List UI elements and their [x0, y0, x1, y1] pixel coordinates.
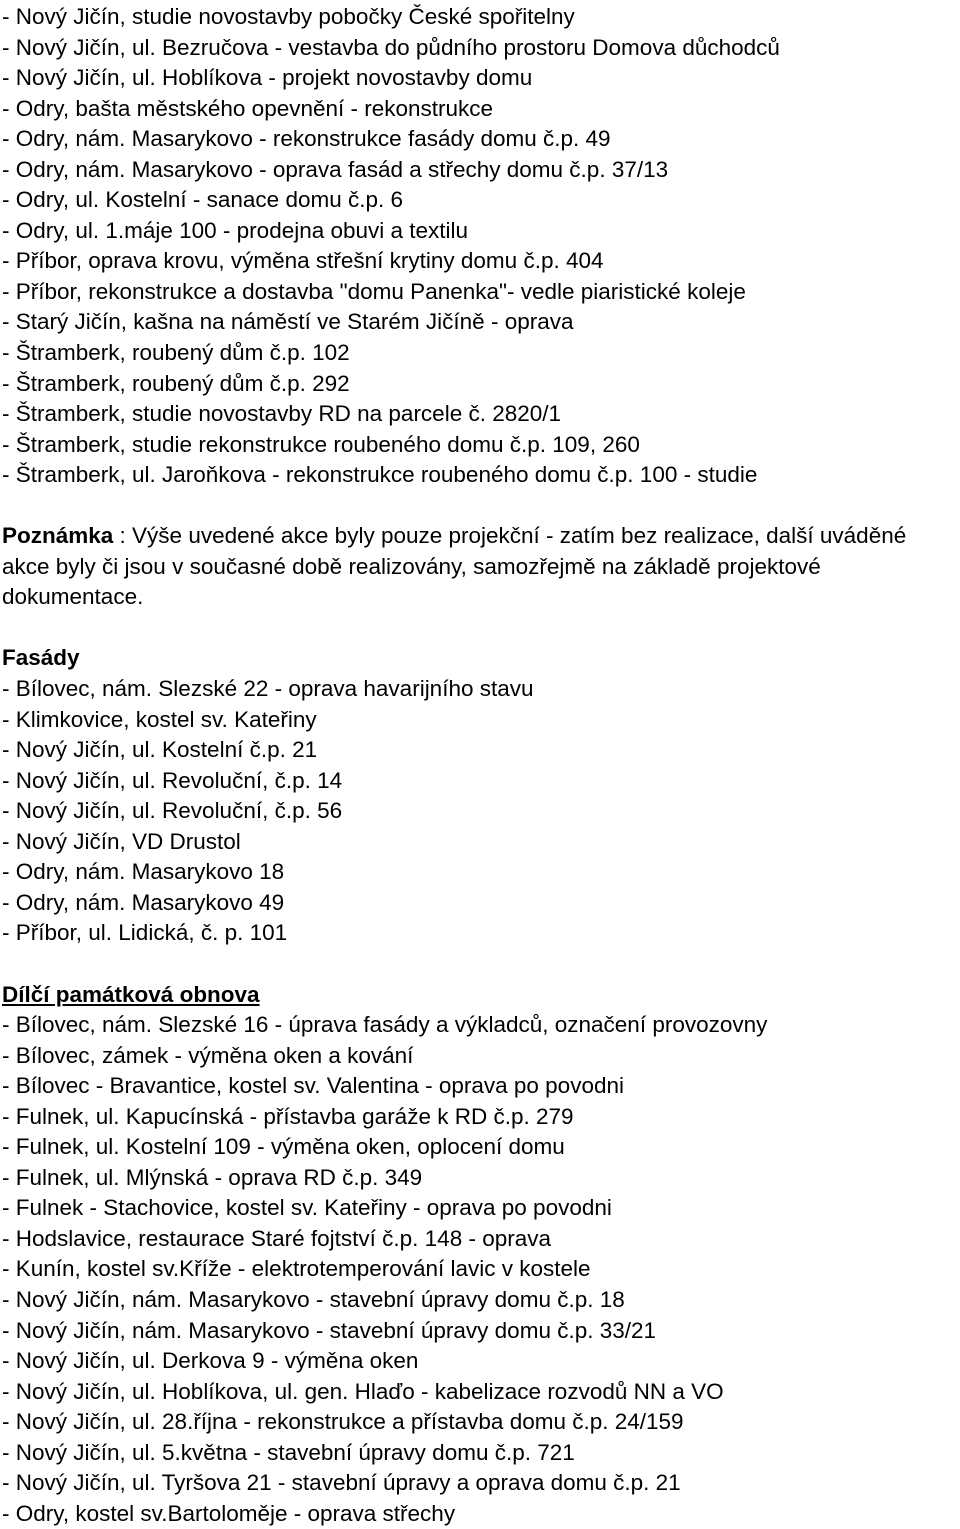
intro-list: [2, 2, 960, 491]
list-item: - Štramberk, ul. Jaroňkova - rekonstrukce roubeného domu č.p. 100 - studie: [2, 462, 758, 488]
list-item: - Nový Jičín, ul. Derkova 9 - výměna oken: [2, 1348, 419, 1374]
list-item: - Hodslavice, restaurace Staré fojtství č.p. 148 - oprava: [2, 1225, 551, 1251]
spacer: [2, 949, 960, 980]
list-item: - Odry, ul. 1.máje 100 - prodejna obuvi a textilu: [2, 217, 469, 243]
list-item: - Starý Jičín, kašna na náměstí ve Starém Jičíně - oprava: [2, 309, 574, 335]
section-heading: Dílčí památková obnova: [2, 981, 260, 1007]
list-item: - Příbor, rekonstrukce a dostavba "domu Panenka"- vedle piaristické koleje: [2, 278, 746, 304]
section-heading: Fasády: [2, 645, 80, 671]
list-item: - Štramberk, roubený dům č.p. 102: [2, 340, 350, 366]
list-item: - Nový Jičín, ul. Hoblíkova, ul. gen. Hlaďo - kabelizace rozvodů NN a VO: [2, 1378, 724, 1404]
list-item: - Štramberk, studie rekonstrukce roubeného domu č.p. 109, 260: [2, 431, 640, 457]
list-item: - Nový Jičín, ul. 5.května - stavební úpravy domu č.p. 721: [2, 1439, 575, 1465]
list-item: - Odry, nám. Masarykovo - rekonstrukce fasády domu č.p. 49: [2, 126, 611, 152]
list-item: - Odry, bašta městského opevnění - rekonstrukce: [2, 95, 494, 121]
list-item: - Nový Jičín, ul. Tyršova 21 - stavební úpravy a oprava domu č.p. 21: [2, 1470, 681, 1496]
note-text: : Výše uvedené akce byly pouze projekční - zatím bez realizace, další uváděné akce byly či jsou v současné době realizovány, samozřejmě na základě projektové dokumentace.: [2, 523, 907, 610]
list-item: - Nový Jičín, ul. Hoblíkova - projekt novostavby domu: [2, 65, 533, 91]
list-item: - Bílovec - Bravantice, kostel sv. Valentina - oprava po povodni: [2, 1073, 624, 1099]
note-paragraph: [2, 521, 952, 613]
list-item: - Příbor, oprava krovu, výměna střešní krytiny domu č.p. 404: [2, 248, 604, 274]
list-item: - Nový Jičín, ul. Revoluční, č.p. 56: [2, 798, 343, 824]
list-item: - Kunín, kostel sv.Kříže - elektrotemperování lavic v kostele: [2, 1256, 591, 1282]
list-item: - Bílovec, nám. Slezské 16 - úprava fasády a výkladců, označení provozovny: [2, 1012, 768, 1038]
list-item: - Fulnek, ul. Kapucínská - přístavba garáže k RD č.p. 279: [2, 1103, 574, 1129]
list-item: - Fulnek - Stachovice, kostel sv. Kateřiny - oprava po povodni: [2, 1195, 612, 1221]
list-item: - Nový Jičín, nám. Masarykovo - stavební úpravy domu č.p. 18: [2, 1286, 625, 1312]
list-item: - Nový Jičín, ul. Kostelní č.p. 21: [2, 737, 318, 763]
list-item: - Odry, nám. Masarykovo 49: [2, 889, 285, 915]
list-item: - Nový Jičín, ul. Bezručova - vestavba do půdního prostoru Domova důchodců: [2, 34, 780, 60]
section-obnova: [2, 980, 960, 1529]
list-item: - Odry, nám. Masarykovo - oprava fasád a střechy domu č.p. 37/13: [2, 156, 669, 182]
list-item: - Štramberk, roubený dům č.p. 292: [2, 370, 350, 396]
list-item: - Fulnek, ul. Mlýnská - oprava RD č.p. 349: [2, 1164, 423, 1190]
list-item: - Nový Jičín, VD Drustol: [2, 828, 241, 854]
spacer: [2, 491, 960, 522]
spacer: [2, 613, 960, 644]
list-item: - Bílovec, nám. Slezské 22 - oprava havarijního stavu: [2, 676, 534, 702]
list-item: - Odry, nám. Masarykovo 18: [2, 859, 285, 885]
list-item: - Nový Jičín, ul. Revoluční, č.p. 14: [2, 767, 343, 793]
list-item: - Nový Jičín, studie novostavby pobočky České spořitelny: [2, 4, 575, 29]
note-label: Poznámka: [2, 523, 114, 549]
list-item: - Odry, kostel sv.Bartoloměje - oprava střechy: [2, 1500, 456, 1526]
list-item: - Příbor, ul. Lidická, č. p. 101: [2, 920, 288, 946]
list-item: - Nový Jičín, nám. Masarykovo - stavební úpravy domu č.p. 33/21: [2, 1317, 657, 1343]
list-item: - Klimkovice, kostel sv. Kateřiny: [2, 706, 317, 732]
list-item: - Štramberk, studie novostavby RD na parcele č. 2820/1: [2, 401, 562, 427]
section-fasady: [2, 643, 960, 948]
list-item: - Bílovec, zámek - výměna oken a kování: [2, 1042, 414, 1068]
list-item: - Odry, ul. Kostelní - sanace domu č.p. 6: [2, 187, 404, 213]
list-item: - Fulnek, ul. Kostelní 109 - výměna oken, oplocení domu: [2, 1134, 565, 1160]
list-item: - Nový Jičín, ul. 28.října - rekonstrukce a přístavba domu č.p. 24/159: [2, 1409, 684, 1435]
